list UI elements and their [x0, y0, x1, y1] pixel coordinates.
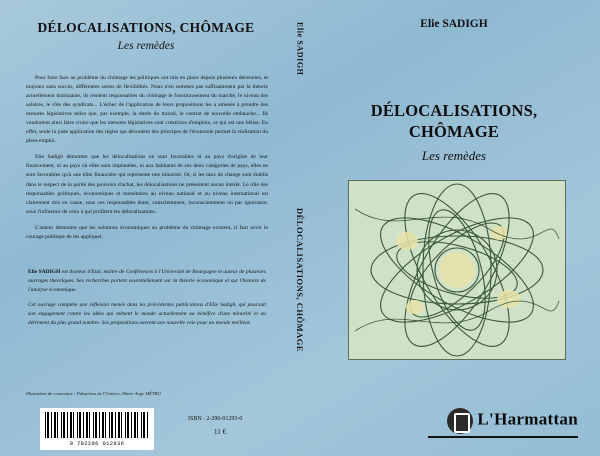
blurb-paragraph: L'auteur démontre que les solutions économiques au problème du chômage existent, il faut avoir le courage politique de les appliquer.: [26, 224, 268, 240]
price-text: 11 €: [214, 428, 226, 436]
spine-title: DÉLOCALISATIONS, CHÔMAGE: [295, 208, 305, 353]
bio-paragraph: [28, 268, 266, 295]
publisher-name-row: [428, 408, 578, 434]
back-cover-subtitle: Les remèdes: [117, 40, 175, 52]
back-cover-panel: [12, 8, 280, 448]
pulsations-univers-illustration: [349, 181, 565, 359]
publisher-name: L'Harmattan: [477, 409, 578, 429]
front-title-line2: CHÔMAGE: [408, 122, 500, 142]
blurb-paragraph: Elie Sadigh démontre que les délocalisations ne sont favorables ni au pays d'origine de leur financement, ni au pays où elles sont implantées, ni aux habitants de ces deux catégories de pays, elles ne sont favorables qu'à une élite financière qui représente une minorité. Or, si les taux de change sont établis dans le respect de la parité des pouvoirs d'achat, les délocalisations ne présentent aucun intérêt. Le rôle des responsables politiques, économiques et monétaires au niveau national et au niveau international est clairement mis en cause, tous ces responsables étant, consciemment, inconsciemment ou par ignorance, sous l'influence de ceux à qui profitent les délocalisations.: [26, 154, 268, 215]
front-title: [320, 100, 588, 142]
spine-author: Elie SADIGH: [295, 22, 305, 76]
back-cover-title: DÉLOCALISATIONS, CHÔMAGE: [37, 20, 255, 35]
blurb-paragraph: Pour faire face au problème du chômage les politiques ont mis en place depuis plusieurs décennies, et toujours sans succès, différentes sortes de flexibilités. Nous n'en sommes pas suffisamment par la théorie actuellement dominante, ils rendent responsables du chômage le fonctionnement du marché, le niveau des salaires, le rôle des syndicats... L'échec de l'application de leurs propositions les a amenés à prendre des mesures législatives telles que, par exemple, la durée du travail, le contrat de nouvelle embauche... Ils voudraient ainsi faire croire que les mesures législatives sont créatrices d'emplois, ce qui est une bêtise. En effet, seule la juste application des règles qui découlent des principes de l'économie permet la réalisation du plein-emploi.: [26, 75, 268, 145]
author-biography: [28, 268, 266, 328]
publisher-rule: [428, 436, 578, 438]
illustration-credit: Illustration de couverture : Pulsations de l'Univers, Marie-Ange MÉTRO: [26, 391, 161, 396]
bio-paragraph: Cet ouvrage complète une réflexion menée dans les précédentes publications d'Elie Sadigh, qui poursuit son engagement contre les idées qui mènent le monde actuellement au bénéfice d'une minorité et au détriment du plus grand nombre. Ses propositions ouvrent une nouvelle voie pour un monde meilleur.: [28, 301, 266, 327]
front-author: Elie SADIGH: [420, 18, 488, 30]
harmattan-logo-icon: [447, 408, 473, 434]
bio-author-name: Elie SADIGH: [28, 268, 61, 275]
spine-panel: [282, 8, 318, 448]
front-title-line1: DÉLOCALISATIONS,: [370, 101, 538, 120]
cover-artwork: [348, 180, 566, 360]
barcode-number: 9 782296 012936: [69, 441, 125, 447]
barcode: [40, 408, 154, 450]
back-cover-blurb: [26, 74, 268, 242]
isbn-text: ISBN : 2-296-01293-0: [188, 416, 243, 422]
barcode-icon: [45, 412, 149, 438]
front-subtitle: Les remèdes: [421, 148, 487, 163]
publisher-block: [428, 408, 578, 438]
front-cover-panel: [320, 8, 588, 448]
bio-text: est docteur d'Etat, maître de Conférences à l'Université de Bourgogne et auteur de plusieurs ouvrages théoriques. Ses recherches portent essentiellement sur la théorie économique et sur l'histoire de l'analyse économique.: [28, 268, 267, 293]
